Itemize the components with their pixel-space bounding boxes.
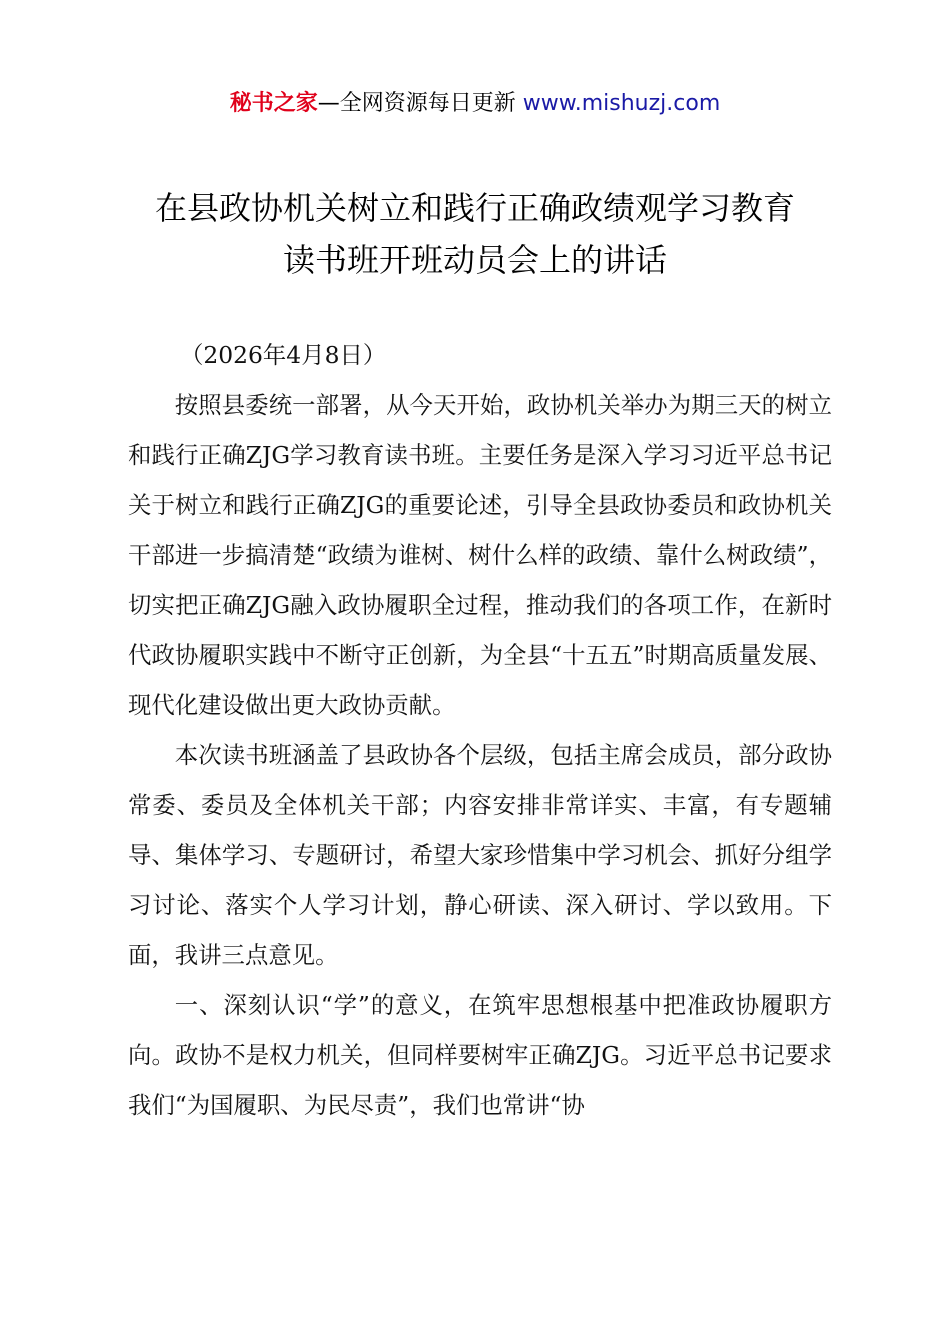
brand-name: 秘书之家	[229, 91, 318, 116]
title-line-2: 读书班开班动员会上的讲话	[282, 241, 667, 279]
paragraph-1: 按照县委统一部署，从今天开始，政协机关举办为期三天的树立和践行正确ZJG学习教育读书班。主要任务是深入学习习近平总书记关于树立和践行正确ZJG的重要论述，引导全县政协委员和政协机关干部进一步搞清楚“政绩为谁树、树什么样的政绩、靠什么树政绩”，切实把正确ZJG融入政协履职全过程，推动我们的各项工作，在新时代政协履职实践中不断守正创新，为全县“十五五”时期高质量发展、现代化建设做出更大政协贡献。	[128, 391, 832, 719]
header-slogan: —全网资源每日更新	[317, 91, 523, 116]
document-body	[128, 330, 832, 1130]
paragraph-3: 一、深刻认识“学”的意义，在筑牢思想根基中把准政协履职方向。政协不是权力机关，但同样要树牢正确ZJG。习近平总书记要求我们“为国履职、为民尽责”，我们也常讲“协	[128, 991, 832, 1119]
title-line-1: 在县政协机关树立和践行正确政绩观学习教育	[154, 189, 795, 227]
document-title	[100, 182, 850, 286]
site-header	[0, 88, 950, 120]
site-url-link[interactable]: www.mishuzj.com	[522, 91, 721, 116]
paragraph-2: 本次读书班涵盖了县政协各个层级，包括主席会成员，部分政协常委、委员及全体机关干部；内容安排非常详实、丰富，有专题辅导、集体学习、专题研讨，希望大家珍惜集中学习机会、抓好分组学习讨论、落实个人学习计划，静心研读、深入研讨、学以致用。下面，我讲三点意见。	[128, 741, 832, 969]
speech-date: （2026年4月8日）	[180, 341, 387, 369]
